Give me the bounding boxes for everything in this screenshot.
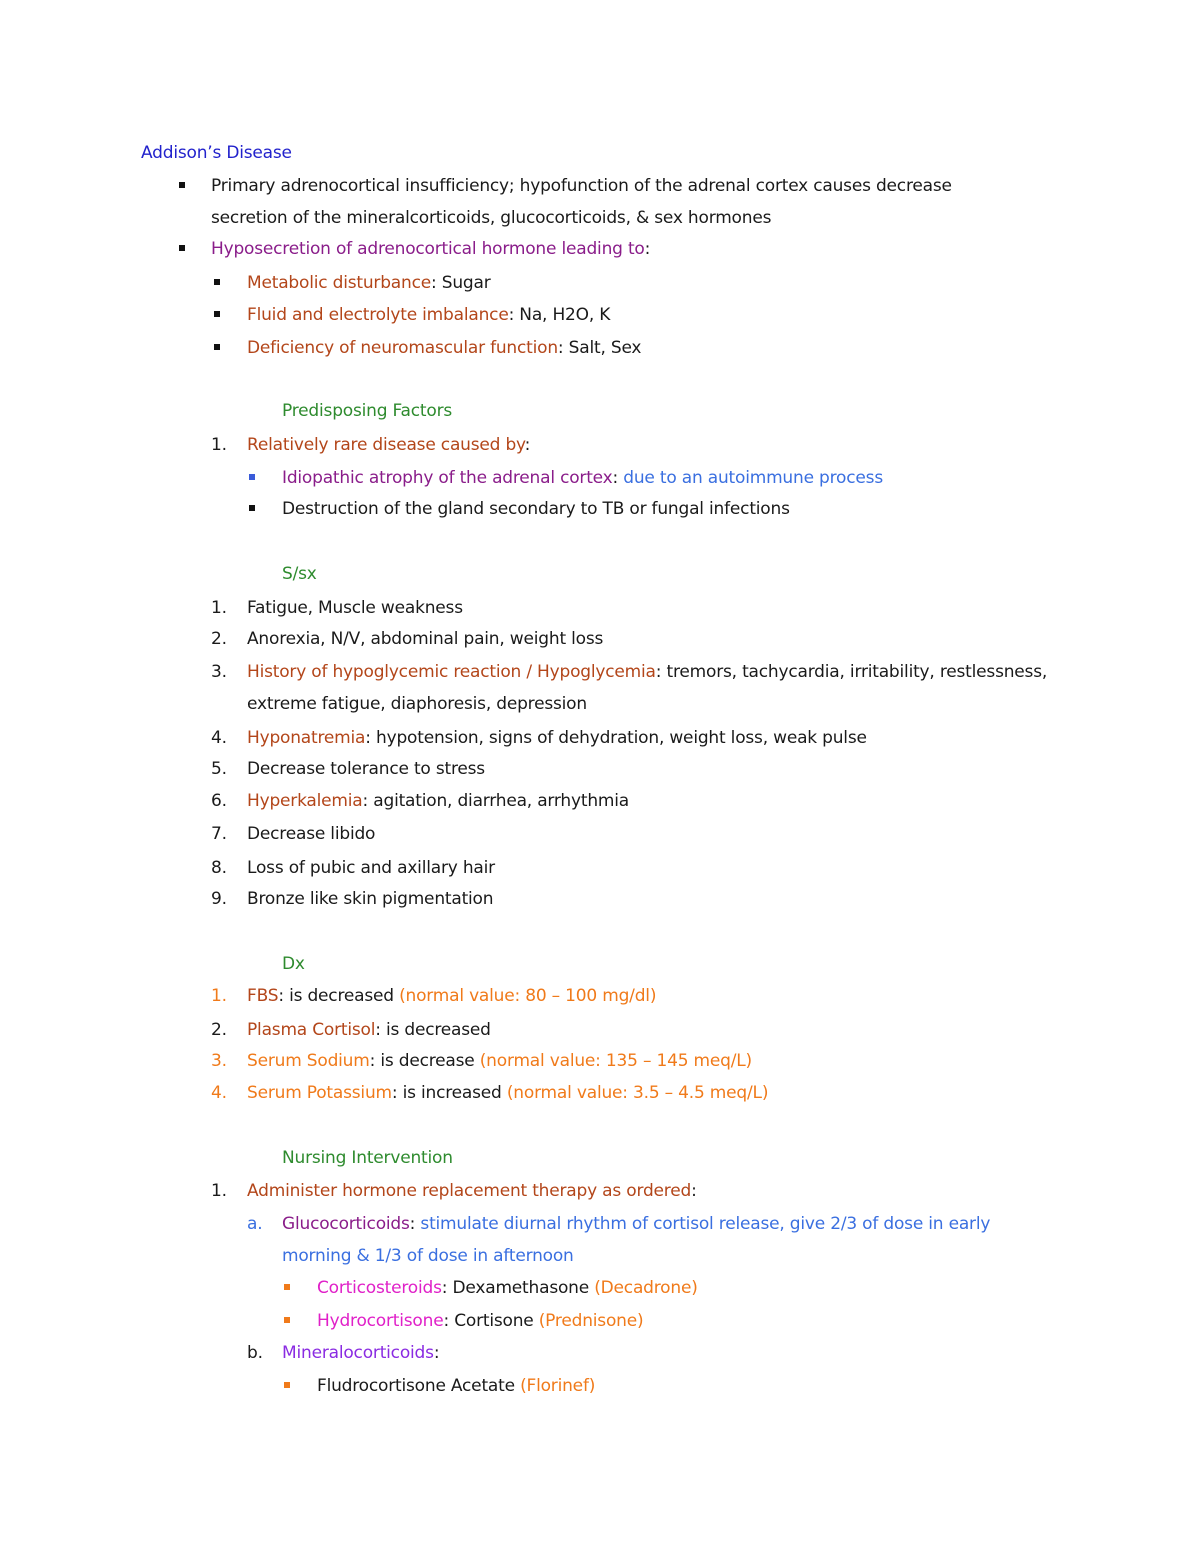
highlight-term: Serum Potassium xyxy=(247,1083,392,1103)
normal-value: (normal value: 3.5 – 4.5 meq/L) xyxy=(506,1083,769,1103)
intro-sub-bullet xyxy=(247,303,610,327)
predisposing-sub-1 xyxy=(282,466,883,490)
text: : is decreased xyxy=(375,1020,491,1040)
bullet-marker xyxy=(214,311,220,317)
text: : xyxy=(644,239,651,259)
list-number: 9. xyxy=(211,889,227,909)
highlight-term: Glucocorticoids xyxy=(282,1214,410,1234)
list-number: 4. xyxy=(211,1083,227,1103)
intro-sub-bullet xyxy=(247,336,641,360)
list-number: 5. xyxy=(211,759,227,779)
normal-value: (normal value: 80 – 100 mg/dl) xyxy=(399,986,657,1006)
text: : Cortisone xyxy=(443,1311,539,1331)
highlight-term: FBS xyxy=(247,986,279,1006)
highlight-term: Mineralocorticoids xyxy=(282,1343,434,1363)
ssx-item-continuation: extreme fatigue, diaphoresis, depression xyxy=(247,694,587,714)
highlight-term: Hyposecretion of adrenocortical hormone leading to xyxy=(211,239,645,259)
bullet-marker xyxy=(284,1382,290,1388)
text: : is increased xyxy=(391,1083,507,1103)
dx-item xyxy=(247,1018,491,1042)
list-number: 2. xyxy=(211,629,227,649)
intro-sub-bullet xyxy=(247,271,491,295)
dx-item xyxy=(247,1081,768,1105)
highlight-term: Idiopathic atrophy of the adrenal cortex xyxy=(282,468,613,488)
predisposing-sub-2: Destruction of the gland secondary to TB or fungal infections xyxy=(282,499,790,519)
text: Fludrocortisone Acetate xyxy=(317,1376,521,1396)
list-number: 3. xyxy=(211,1051,227,1071)
highlight-term: Metabolic disturbance xyxy=(247,273,431,293)
intro-bullet-2 xyxy=(211,237,650,261)
ssx-item: Fatigue, Muscle weakness xyxy=(247,598,463,618)
ssx-item: Loss of pubic and axillary hair xyxy=(247,858,495,878)
text: : xyxy=(691,1181,697,1201)
highlight-term: Hydrocortisone xyxy=(317,1311,444,1331)
list-number: 1. xyxy=(211,598,227,618)
highlight-term: Fluid and electrolyte imbalance xyxy=(247,305,509,325)
highlight-term: Corticosteroids xyxy=(317,1278,442,1298)
text: : xyxy=(524,435,531,455)
list-number: 2. xyxy=(211,1020,227,1040)
intro-bullet-1-line-1: Primary adrenocortical insufficiency; hypofunction of the adrenal cortex causes decrease xyxy=(211,176,952,196)
nursing-drug-item xyxy=(317,1374,595,1398)
list-number: 7. xyxy=(211,824,227,844)
ssx-item xyxy=(247,789,629,813)
ssx-item: Decrease tolerance to stress xyxy=(247,759,485,779)
highlight-term: Administer hormone replacement therapy as ordered xyxy=(247,1181,692,1201)
highlight-term: Hyperkalemia xyxy=(247,791,363,811)
highlight-term: Serum Sodium xyxy=(247,1051,370,1071)
nursing-item-1 xyxy=(247,1179,697,1203)
nursing-sub-b xyxy=(282,1341,439,1365)
text: : xyxy=(612,468,619,488)
brand-name: (Decadrone) xyxy=(594,1278,698,1298)
text: : tremors, tachycardia, irritability, restlessness, xyxy=(655,662,1048,682)
ssx-item xyxy=(247,660,1047,684)
text: : Dexamethasone xyxy=(441,1278,595,1298)
bullet-marker xyxy=(179,245,185,251)
list-number: 1. xyxy=(211,1181,227,1201)
list-number: 3. xyxy=(211,662,227,682)
text: : Na, H2O, K xyxy=(508,305,611,325)
ssx-item xyxy=(247,726,867,750)
text: : agitation, diarrhea, arrhythmia xyxy=(362,791,629,811)
nursing-drug-item xyxy=(317,1276,698,1300)
bullet-marker xyxy=(249,474,255,480)
bullet-marker xyxy=(214,344,220,350)
text: : is decreased xyxy=(278,986,400,1006)
list-number: 1. xyxy=(211,435,227,455)
list-number: 4. xyxy=(211,728,227,748)
text: : Sugar xyxy=(431,273,491,293)
highlight-term: Hyponatremia xyxy=(247,728,366,748)
list-letter: a. xyxy=(247,1214,263,1234)
section-heading-dx: Dx xyxy=(282,954,305,974)
nursing-drug-item xyxy=(317,1309,643,1333)
dx-item xyxy=(247,1049,752,1073)
bullet-marker xyxy=(284,1284,290,1290)
section-heading-nursing: Nursing Intervention xyxy=(282,1148,453,1168)
text: : xyxy=(409,1214,416,1234)
list-number: 6. xyxy=(211,791,227,811)
normal-value: (normal value: 135 – 145 meq/L) xyxy=(479,1051,752,1071)
ssx-item: Bronze like skin pigmentation xyxy=(247,889,494,909)
text: : hypotension, signs of dehydration, weight loss, weak pulse xyxy=(365,728,867,748)
bullet-marker xyxy=(249,505,255,511)
ssx-item: Decrease libido xyxy=(247,824,376,844)
highlight-term: Deficiency of neuromascular function xyxy=(247,338,558,358)
list-number: 1. xyxy=(211,986,227,1006)
nursing-sub-a-continuation: morning & 1/3 of dose in afternoon xyxy=(282,1246,574,1266)
highlight-term: Relatively rare disease caused by xyxy=(247,435,525,455)
ssx-item: Anorexia, N/V, abdominal pain, weight loss xyxy=(247,629,604,649)
predisposing-item-1 xyxy=(247,433,530,457)
bullet-marker xyxy=(214,279,220,285)
dx-item xyxy=(247,984,656,1008)
bullet-marker xyxy=(179,182,185,188)
text: stimulate diurnal rhythm of cortisol release, give 2/3 of dose in early xyxy=(415,1214,991,1234)
section-heading-predisposing: Predisposing Factors xyxy=(282,401,453,421)
nursing-sub-a xyxy=(282,1212,990,1236)
text: : xyxy=(433,1343,440,1363)
text: : Salt, Sex xyxy=(557,338,642,358)
text: due to an autoimmune process xyxy=(618,468,883,488)
intro-bullet-1-line-2: secretion of the mineralcorticoids, glucocorticoids, & sex hormones xyxy=(211,208,772,228)
list-letter: b. xyxy=(247,1343,263,1363)
list-number: 8. xyxy=(211,858,227,878)
bullet-marker xyxy=(284,1317,290,1323)
brand-name: (Florinef) xyxy=(520,1376,596,1396)
highlight-term: History of hypoglycemic reaction / Hypoglycemia xyxy=(247,662,656,682)
highlight-term: Plasma Cortisol xyxy=(247,1020,376,1040)
text: : is decrease xyxy=(369,1051,480,1071)
section-heading-ssx: S/sx xyxy=(282,564,317,584)
brand-name: (Prednisone) xyxy=(538,1311,644,1331)
page-title: Addison’s Disease xyxy=(141,143,292,163)
